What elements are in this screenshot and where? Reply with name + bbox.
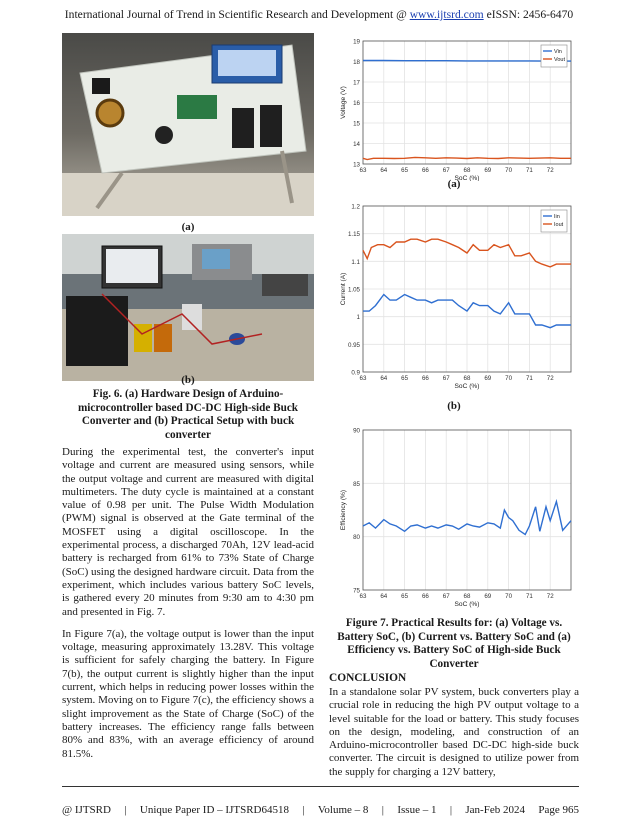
hardware-photo — [62, 33, 314, 216]
y-tick-label: 19 — [353, 38, 360, 46]
fig7-caption: Figure 7. Practical Results for: (a) Voltage vs. Battery SoC, (b) Current vs. Battery SoC and (a) Efficiency vs. Battery SoC of High-side Buck Converter — [337, 617, 571, 670]
x-tick-label: 68 — [463, 167, 471, 174]
y-axis-label: Current (A) — [340, 272, 347, 306]
x-tick-label: 72 — [546, 593, 554, 600]
x-tick-label: 64 — [380, 167, 388, 174]
chart-background — [329, 420, 579, 612]
footer-page: Page 965 — [538, 804, 579, 816]
x-tick-label: 71 — [525, 593, 533, 600]
x-tick-label: 66 — [421, 167, 429, 174]
conclusion-heading: CONCLUSION — [329, 672, 407, 684]
footer-paper-id: Unique Paper ID – IJTSRD64518 — [139, 804, 289, 816]
legend — [541, 45, 567, 67]
x-tick-label: 67 — [442, 593, 450, 600]
x-tick-label: 66 — [421, 593, 429, 600]
footer — [62, 804, 579, 816]
footer-sep: | — [124, 804, 127, 816]
footer-sep: | — [302, 804, 305, 816]
y-tick-label: 90 — [353, 427, 360, 435]
x-tick-label: 70 — [505, 375, 513, 382]
y-tick-label: 1.05 — [347, 286, 360, 294]
x-tick-label: 71 — [525, 375, 533, 382]
x-tick-label: 67 — [442, 375, 450, 382]
x-tick-label: 67 — [442, 167, 450, 174]
x-tick-label: 70 — [505, 593, 513, 600]
x-tick-label: 65 — [401, 375, 409, 382]
y-tick-label: 1.2 — [351, 203, 360, 211]
x-tick-label: 65 — [401, 167, 409, 174]
x-axis-label: SoC (%) — [454, 175, 480, 181]
legend — [541, 210, 567, 232]
y-tick-label: 1.15 — [347, 231, 360, 239]
x-tick-label: 69 — [484, 167, 492, 174]
x-tick-label: 64 — [380, 375, 388, 382]
journal-url-link[interactable]: www.ijtsrd.com — [409, 8, 484, 21]
legend-label: Iout — [554, 222, 564, 228]
footer-sep: | — [449, 804, 453, 816]
legend-label: Vout — [554, 57, 566, 63]
footer-rule — [62, 786, 579, 787]
current-chart — [329, 198, 579, 394]
x-tick-label: 69 — [484, 593, 492, 600]
fig7a-label: (a) — [447, 178, 461, 190]
journal-name: International Journal of Trend in Scientific Research and Development @ — [64, 8, 407, 21]
y-tick-label: 15 — [353, 120, 360, 128]
x-tick-label: 70 — [505, 167, 513, 174]
y-tick-label: 13 — [353, 161, 360, 169]
y-tick-label: 0.95 — [347, 341, 360, 349]
y-tick-label: 18 — [353, 59, 360, 66]
y-tick-label: 85 — [353, 480, 360, 488]
voltage-chart — [329, 33, 579, 181]
footer-sep: | — [381, 804, 384, 816]
fig6a-label: (a) — [181, 221, 195, 233]
paragraph-results: In Figure 7(a), the voltage output is lower than the input voltage, measuring approximately 13.28V. This voltage is sufficient for safely charging the battery. In Figure 7(b), the output current is slightly higher than the input current, which helps in reducing power losses within the system. Moving on to Figure 7(c), the efficiency shows a slight improvement as the State of Charge (SoC) of the battery increases. The efficiency range falls between 80% and 83%, with an average efficiency of around 81.5%. — [62, 627, 314, 760]
x-tick-label: 68 — [463, 375, 471, 382]
x-tick-label: 69 — [484, 375, 492, 382]
y-tick-label: 0.9 — [351, 369, 360, 377]
left-body — [62, 446, 314, 770]
y-tick-label: 16 — [353, 100, 360, 107]
footer-volume: Volume – 8 — [317, 804, 369, 816]
setup-photo — [62, 234, 314, 381]
y-axis-label: Efficiency (%) — [340, 489, 347, 531]
x-tick-label: 66 — [421, 375, 429, 382]
issn: eISSN: 2456-6470 — [486, 8, 574, 21]
y-tick-label: 1 — [356, 314, 360, 322]
footer-issue: Issue – 1 — [397, 804, 437, 816]
x-tick-label: 68 — [463, 593, 471, 600]
x-tick-label: 64 — [380, 593, 388, 600]
legend-label: Iin — [554, 214, 560, 220]
conclusion-body: In a standalone solar PV system, buck converters play a crucial role in reducing the high PV output voltage to a level suitable for the load or battery. This study focuses on the design, modeling, and construction of an Arduino-microcontroller based DC-DC high-side buck converter. The circuit is designed to utilize power from the supply for charging a 12V battery, — [329, 686, 579, 778]
footer-journal: @ IJTSRD — [62, 804, 111, 816]
y-tick-label: 80 — [353, 534, 360, 542]
fig7b-label: (b) — [447, 400, 461, 412]
x-tick-label: 72 — [546, 167, 554, 174]
series-line-vin — [363, 61, 571, 62]
x-tick-label: 65 — [401, 593, 409, 600]
fig6b-label: (b) — [181, 374, 195, 386]
x-tick-label: 72 — [546, 375, 554, 382]
y-tick-label: 75 — [353, 587, 360, 595]
footer-date: Jan-Feb 2024 — [465, 804, 525, 816]
running-header — [0, 8, 638, 21]
y-axis-label: Voltage (V) — [340, 86, 347, 119]
x-tick-label: 71 — [525, 167, 533, 174]
y-tick-label: 1.1 — [351, 258, 360, 266]
x-tick-label: 63 — [359, 375, 367, 382]
legend-label: Vin — [554, 49, 562, 55]
x-tick-label: 63 — [359, 593, 367, 600]
efficiency-chart — [329, 420, 579, 612]
x-tick-label: 63 — [359, 167, 367, 174]
y-tick-label: 14 — [353, 141, 360, 148]
paragraph-experimental: During the experimental test, the converter's input voltage and current are measured using sensors, while the output voltage and current are measured with digital multimeters. The duty cycle is maintained at a constant value of 0.98 per unit. The Pulse Width Modulation (PWM) signal is observed at the Gate terminal of the MOSFET using a digital oscilloscope. In the experimental process, a discharged 70Ah, 12V lead-acid battery is recharged from 61% to 73% State of Charge (SoC) using the designed hardware circuit. Data from the experiment, which includes various battery SoC levels, is gathered every 20 minutes from 9:30 am to 4:30 pm and presented in Fig. 7. — [62, 446, 315, 618]
x-axis-label: SoC (%) — [454, 601, 480, 608]
y-tick-label: 17 — [353, 79, 360, 87]
fig6-caption: Fig. 6. (a) Hardware Design of Arduino-microcontroller based DC-DC High-side Buck Converter and (b) Practical Setup with buck converter — [77, 388, 299, 441]
x-axis-label: SoC (%) — [454, 383, 480, 390]
